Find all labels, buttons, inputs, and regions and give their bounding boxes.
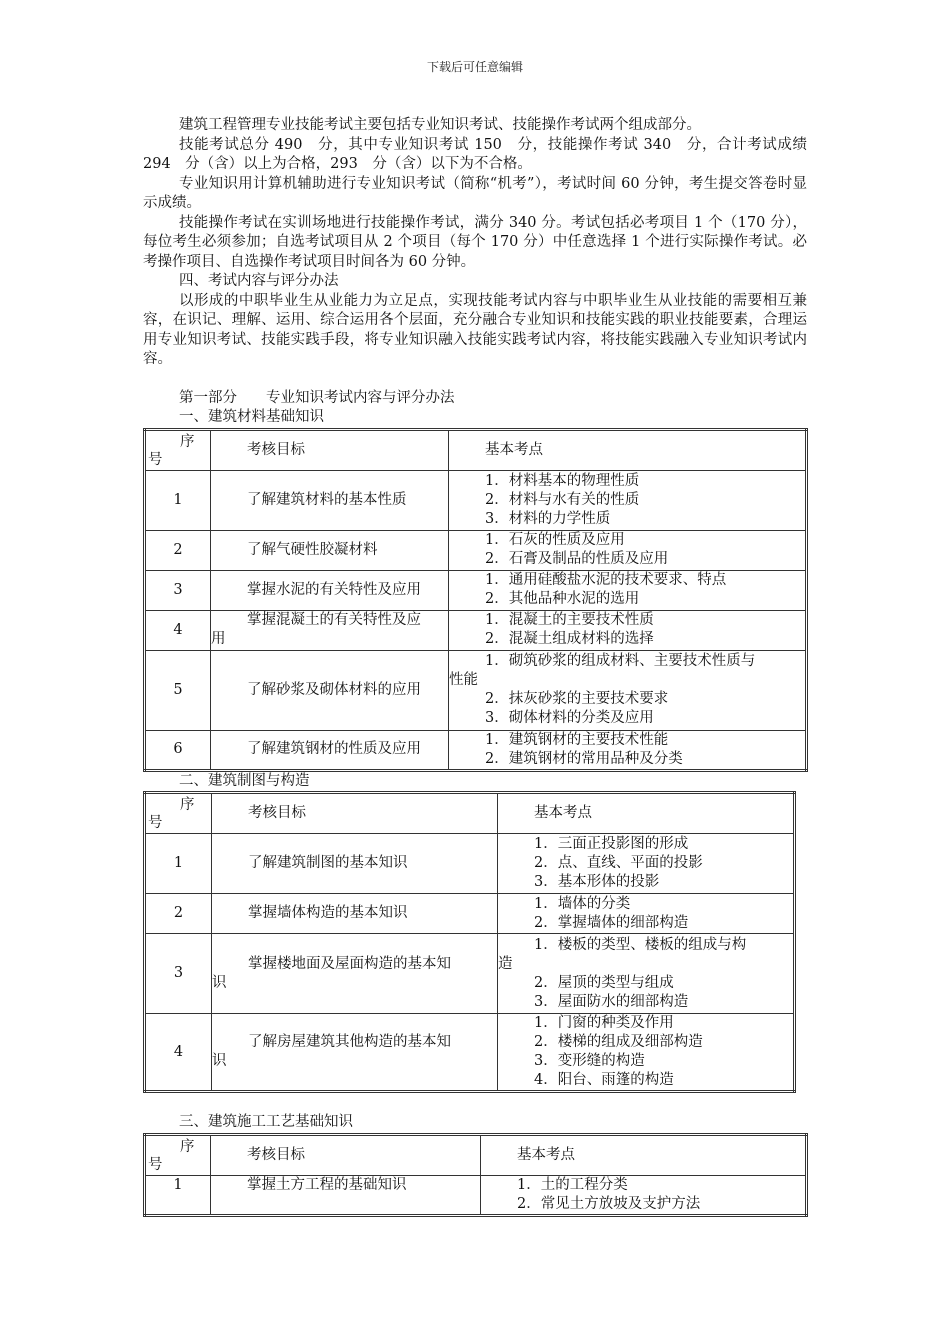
table-building-drawing xyxy=(143,791,796,1093)
table-construction-process xyxy=(143,1133,808,1217)
table-row: 6 了解建筑钢材的性质及应用 1．建筑钢材的主要技术性能 2．建筑钢材的常用品种及分类 xyxy=(145,730,807,770)
part-title: 第一部分 专业知识考试内容与评分办法 xyxy=(179,389,455,406)
section1-title: 一、建筑材料基础知识 xyxy=(179,409,324,425)
intro-paragraph-3: 专业知识用计算机辅助进行专业知识考试（简称“机考”），考试时间 60 分钟，考生提交答卷时显示成绩。 xyxy=(143,175,807,211)
section-heading-exam-content: 四、考试内容与评分办法 xyxy=(179,273,339,289)
table-row: 5 了解砂浆及砌体材料的应用 1．砌筑砂浆的组成材料、主要技术性质与 性能 2．抹灰砂浆的主要技术要求 3．砌体材料的分类及应用 xyxy=(145,650,807,730)
document-body xyxy=(143,116,807,1217)
table-row: 2 掌握墙体构造的基本知识 1．墙体的分类 2．掌握墙体的细部构造 xyxy=(145,894,795,934)
points-header: 基本考点 xyxy=(498,793,795,834)
goal-header: 考核目标 xyxy=(211,429,449,470)
goal-header: 考核目标 xyxy=(211,1134,481,1175)
intro-paragraph-1: 建筑工程管理专业技能考试主要包括专业知识考试、技能操作考试两个组成部分。 xyxy=(179,117,701,133)
table-row: 4 掌握混凝土的有关特性及应 用 1．混凝土的主要技术性质 2．混凝土组成材料的选择 xyxy=(145,610,807,650)
points-header: 基本考点 xyxy=(481,1134,807,1175)
seq-header: 序 号 xyxy=(145,793,212,834)
points-header: 基本考点 xyxy=(449,429,807,470)
table-row: 3 掌握楼地面及屋面构造的基本知 识 1．楼板的类型、楼板的组成与构 造 2．屋顶的类型与组成 3．屋面防水的细部构造 xyxy=(145,934,795,1014)
table-building-materials xyxy=(143,428,808,772)
intro-paragraph-2: 技能考试总分 490 分，其中专业知识考试 150 分，技能操作考试 340 分，合计考试成绩 294 分（含）以上为合格，293 分（含）以下为不合格。 xyxy=(143,136,807,172)
table-header-row xyxy=(145,793,795,834)
intro-paragraph-4: 技能操作考试在实训场地进行技能操作考试，满分 340 分。考试包括必考项目 1 个（170 分），每位考生必须参加；自选考试项目从 2 个项目（每个 170 分）中任意选择 1 个进行实际操作考试。必考操作项目、自选操作考试项目时间各为 60 分钟。 xyxy=(143,214,807,270)
section3-title: 三、建筑施工工艺基础知识 xyxy=(179,1114,353,1130)
table-row: 2 了解气硬性胶凝材料 1．石灰的性质及应用 2．石膏及制品的性质及应用 xyxy=(145,530,807,570)
table-row: 4 了解房屋建筑其他构造的基本知 识 1．门窗的种类及作用 2．楼梯的组成及细部构造 3．变形缝的构造 4．阳台、雨篷的构造 xyxy=(145,1014,795,1092)
section2-title: 二、建筑制图与构造 xyxy=(179,772,310,789)
table-row: 1 了解建筑制图的基本知识 1．三面正投影图的形成 2．点、直线、平面的投影 3．基本形体的投影 xyxy=(145,834,795,894)
table-row: 3 掌握水泥的有关特性及应用 1．通用硅酸盐水泥的技术要求、特点 2．其他品种水泥的选用 xyxy=(145,570,807,610)
page-header: 下载后可任意编辑 xyxy=(426,60,523,74)
seq-header: 序 号 xyxy=(145,1134,211,1175)
goal-header: 考核目标 xyxy=(212,793,498,834)
table-header-row xyxy=(145,429,807,470)
table-header-row xyxy=(145,1134,807,1175)
table-row: 1 掌握土方工程的基础知识 1．土的工程分类 2．常见土方放坡及支护方法 xyxy=(145,1175,807,1215)
seq-header: 序 号 xyxy=(145,429,211,470)
intro-paragraph-5: 以形成的中职毕业生从业能力为立足点，实现技能考试内容与中职毕业生从业技能的需要相互兼容，在识记、理解、运用、综合运用各个层面，充分融合专业知识和技能实践的职业技能要素，合理运用专业知识考试、技能实践手段，将专业知识融入技能实践考试内容，将技能实践融入专业知识考试内容。 xyxy=(143,292,807,367)
table-row: 1 了解建筑材料的基本性质 1．材料基本的物理性质 2．材料与水有关的性质 3．材料的力学性质 xyxy=(145,470,807,530)
